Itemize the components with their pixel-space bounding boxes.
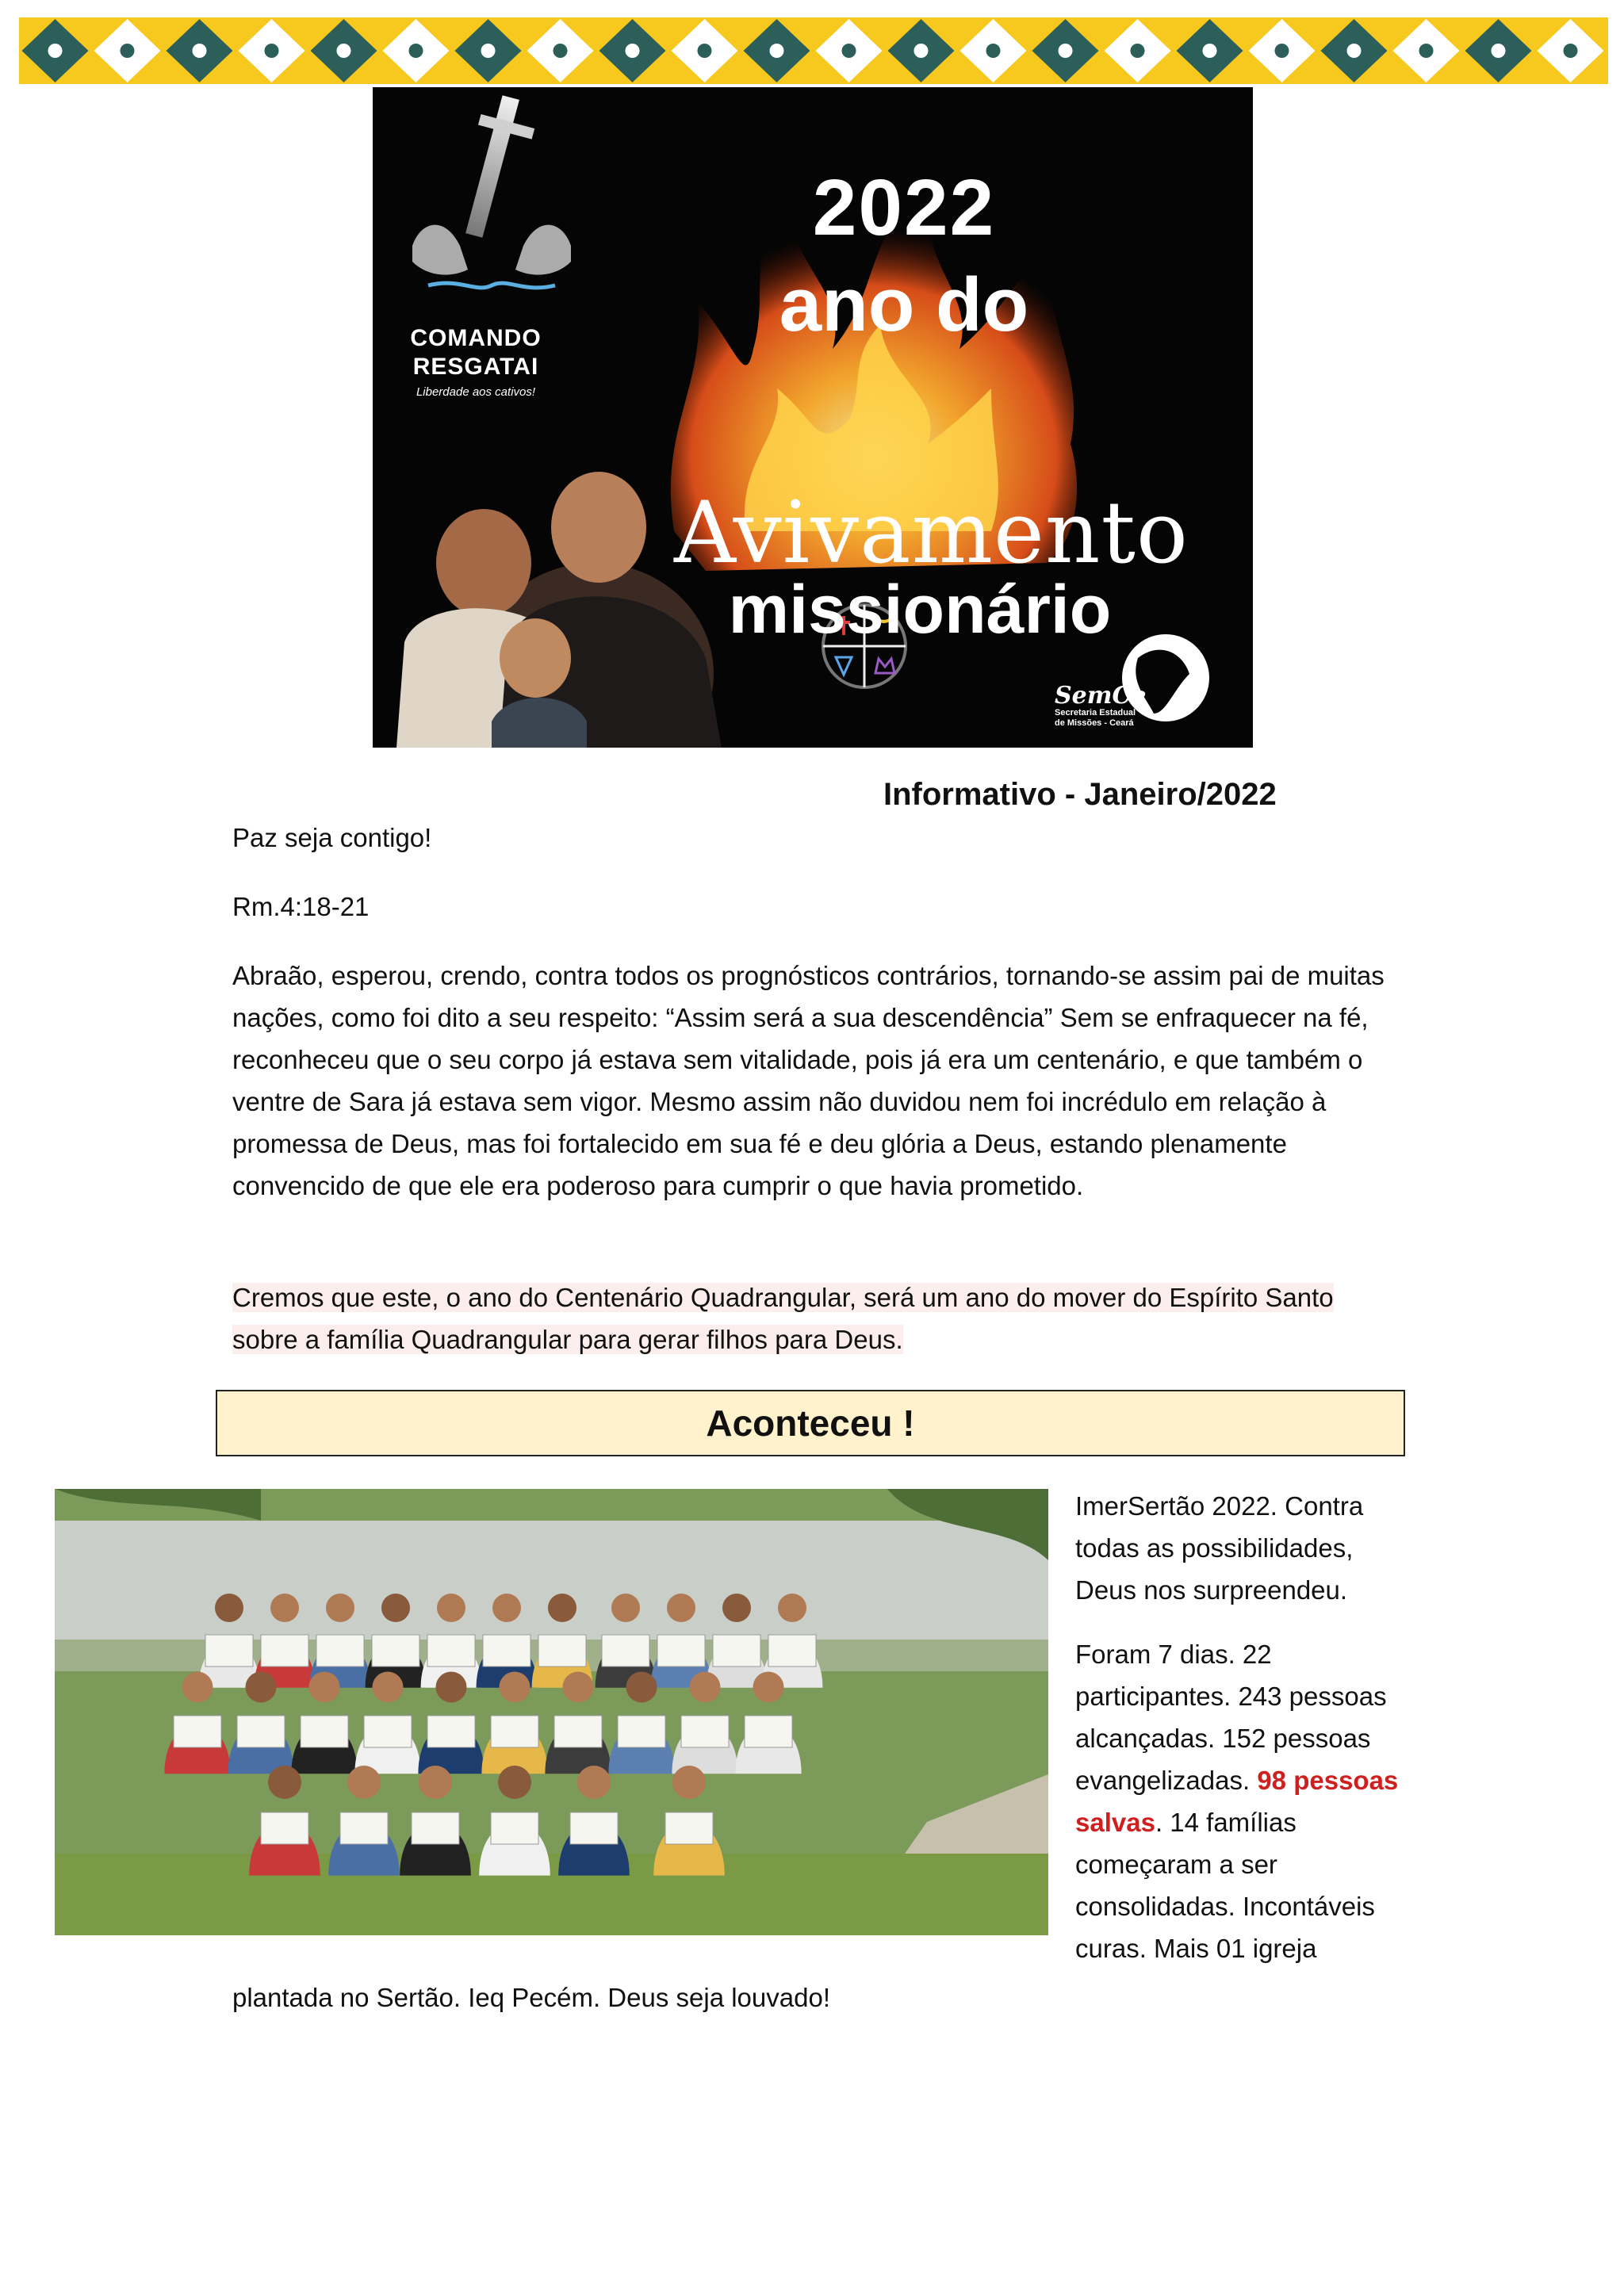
person-head	[182, 1672, 213, 1703]
border-dot	[1275, 44, 1289, 58]
border-dot	[553, 44, 568, 58]
partner-subtitle: Secretaria Estadual de Missões - Ceará	[1055, 708, 1136, 728]
certificate	[316, 1635, 364, 1667]
certificate	[174, 1716, 221, 1747]
person-head	[498, 1766, 531, 1799]
person-head	[492, 1594, 521, 1622]
certificate	[745, 1716, 792, 1747]
person-head	[611, 1594, 640, 1622]
person-head	[722, 1594, 751, 1622]
verse-reference: Rm.4:18-21	[232, 892, 370, 921]
certificate	[412, 1812, 459, 1844]
certificate	[491, 1716, 538, 1747]
event-intro: ImerSertão 2022. Contra todas as possibilidades, Deus nos surpreendeu.	[1075, 1491, 1364, 1605]
border-dot	[626, 44, 640, 58]
greeting: Paz seja contigo!	[232, 823, 432, 852]
certificate	[554, 1716, 602, 1747]
person-head	[309, 1672, 340, 1703]
person-head	[577, 1766, 611, 1799]
certificate	[657, 1635, 705, 1667]
border-dot	[914, 44, 929, 58]
event-stats: Foram 7 dias. 22 participantes. 243 pessoas alcançadas. 152 pessoas evangelizadas. 98 pessoas salvas. 14 famílias começaram a ser consolidadas. Incontáveis curas. Mais 01 igreja	[1075, 1640, 1399, 1963]
partner-logo-text: SemCe	[1055, 682, 1147, 710]
belief-statement: Cremos que este, o ano do Centenário Quadrangular, será um ano do mover do Espírito Santo sobre a família Quadrangular para gerar filhos para Deus.	[232, 1283, 1334, 1354]
person-head	[326, 1594, 354, 1622]
event-closing: plantada no Sertão. Ieq Pecém. Deus seja louvado!	[232, 1983, 830, 2012]
sword-hands-logo	[412, 95, 571, 288]
person-head	[436, 1672, 467, 1703]
poster-year: 2022	[812, 163, 996, 252]
person-head	[419, 1766, 452, 1799]
person-head	[563, 1672, 594, 1703]
border-dot	[986, 44, 1001, 58]
border-dot	[1347, 44, 1362, 58]
poster-headline-2: missionário	[728, 572, 1112, 648]
certificate	[618, 1716, 665, 1747]
border-dot	[337, 44, 351, 58]
border-dot	[409, 44, 423, 58]
certificate	[570, 1812, 618, 1844]
person-head	[667, 1594, 695, 1622]
section-heading: Aconteceu !	[216, 1390, 1405, 1456]
person-head	[437, 1594, 465, 1622]
border-dot	[698, 44, 712, 58]
certificate	[665, 1812, 713, 1844]
certificate	[602, 1635, 649, 1667]
border-dot	[1131, 44, 1145, 58]
certificate	[713, 1635, 760, 1667]
border-dot	[770, 44, 784, 58]
brand-name-1: COMANDO	[410, 325, 542, 351]
person-head	[626, 1672, 657, 1703]
group-photo	[55, 1489, 1048, 1935]
person-head	[246, 1672, 277, 1703]
person-head	[215, 1594, 243, 1622]
certificate	[237, 1716, 285, 1747]
person-head	[268, 1766, 301, 1799]
person-head	[373, 1672, 404, 1703]
person-head	[690, 1672, 721, 1703]
border-dot	[121, 44, 135, 58]
border-dot	[1564, 44, 1578, 58]
scripture-passage: Abraão, esperou, crendo, contra todos os prognósticos contrários, tornando-se assim pai de muitas nações, como foi dito a seu respeito: “Assim será a sua descendência” Sem se enfraquecer na fé, reconheceu que o seu corpo já estava sem vitalidade, pois já era um centenário, e que também o ventre de Sara já estava sem vigor. Mesmo assim não duvidou nem foi incrédulo em relação à promessa de Deus, mas foi fortalecido em sua fé e deu glória a Deus, estando plenamente convencido de que ele era poderoso para cumprir o que havia prometido.	[232, 961, 1385, 1200]
border-dot	[1492, 44, 1506, 58]
person-head	[672, 1766, 706, 1799]
certificate	[340, 1812, 388, 1844]
person-head	[500, 1672, 530, 1703]
certificate	[364, 1716, 412, 1747]
certificate	[301, 1716, 348, 1747]
certificate	[261, 1812, 308, 1844]
certificate	[372, 1635, 419, 1667]
person-head	[381, 1594, 410, 1622]
person-head	[270, 1594, 299, 1622]
border-dot	[265, 44, 279, 58]
border-dot	[842, 44, 856, 58]
certificate	[538, 1635, 586, 1667]
border-dot	[481, 44, 496, 58]
brand-tagline: Liberdade aos cativos!	[416, 385, 536, 399]
saved-highlight: 98 pessoas salvas	[1075, 1766, 1399, 1837]
poster-subtitle: ano do	[779, 262, 1029, 347]
certificate	[768, 1635, 816, 1667]
person-head	[347, 1766, 381, 1799]
certificate	[205, 1635, 253, 1667]
border-dot	[48, 44, 63, 58]
border-dot	[1419, 44, 1434, 58]
person-head	[753, 1672, 784, 1703]
person-head	[778, 1594, 806, 1622]
certificate	[681, 1716, 729, 1747]
person-head	[548, 1594, 576, 1622]
border-dot	[1059, 44, 1073, 58]
certificate	[483, 1635, 530, 1667]
certificate	[491, 1812, 538, 1844]
certificate	[427, 1635, 475, 1667]
event-poster	[373, 87, 1253, 748]
decorative-border	[19, 17, 1608, 84]
poster-headline: Avivamento	[674, 484, 1189, 583]
certificate	[261, 1635, 308, 1667]
border-dot	[1203, 44, 1217, 58]
certificate	[427, 1716, 475, 1747]
issue-title: Informativo - Janeiro/2022	[883, 777, 1277, 812]
brand-name-2: RESGATAI	[412, 354, 539, 380]
border-dot	[193, 44, 207, 58]
